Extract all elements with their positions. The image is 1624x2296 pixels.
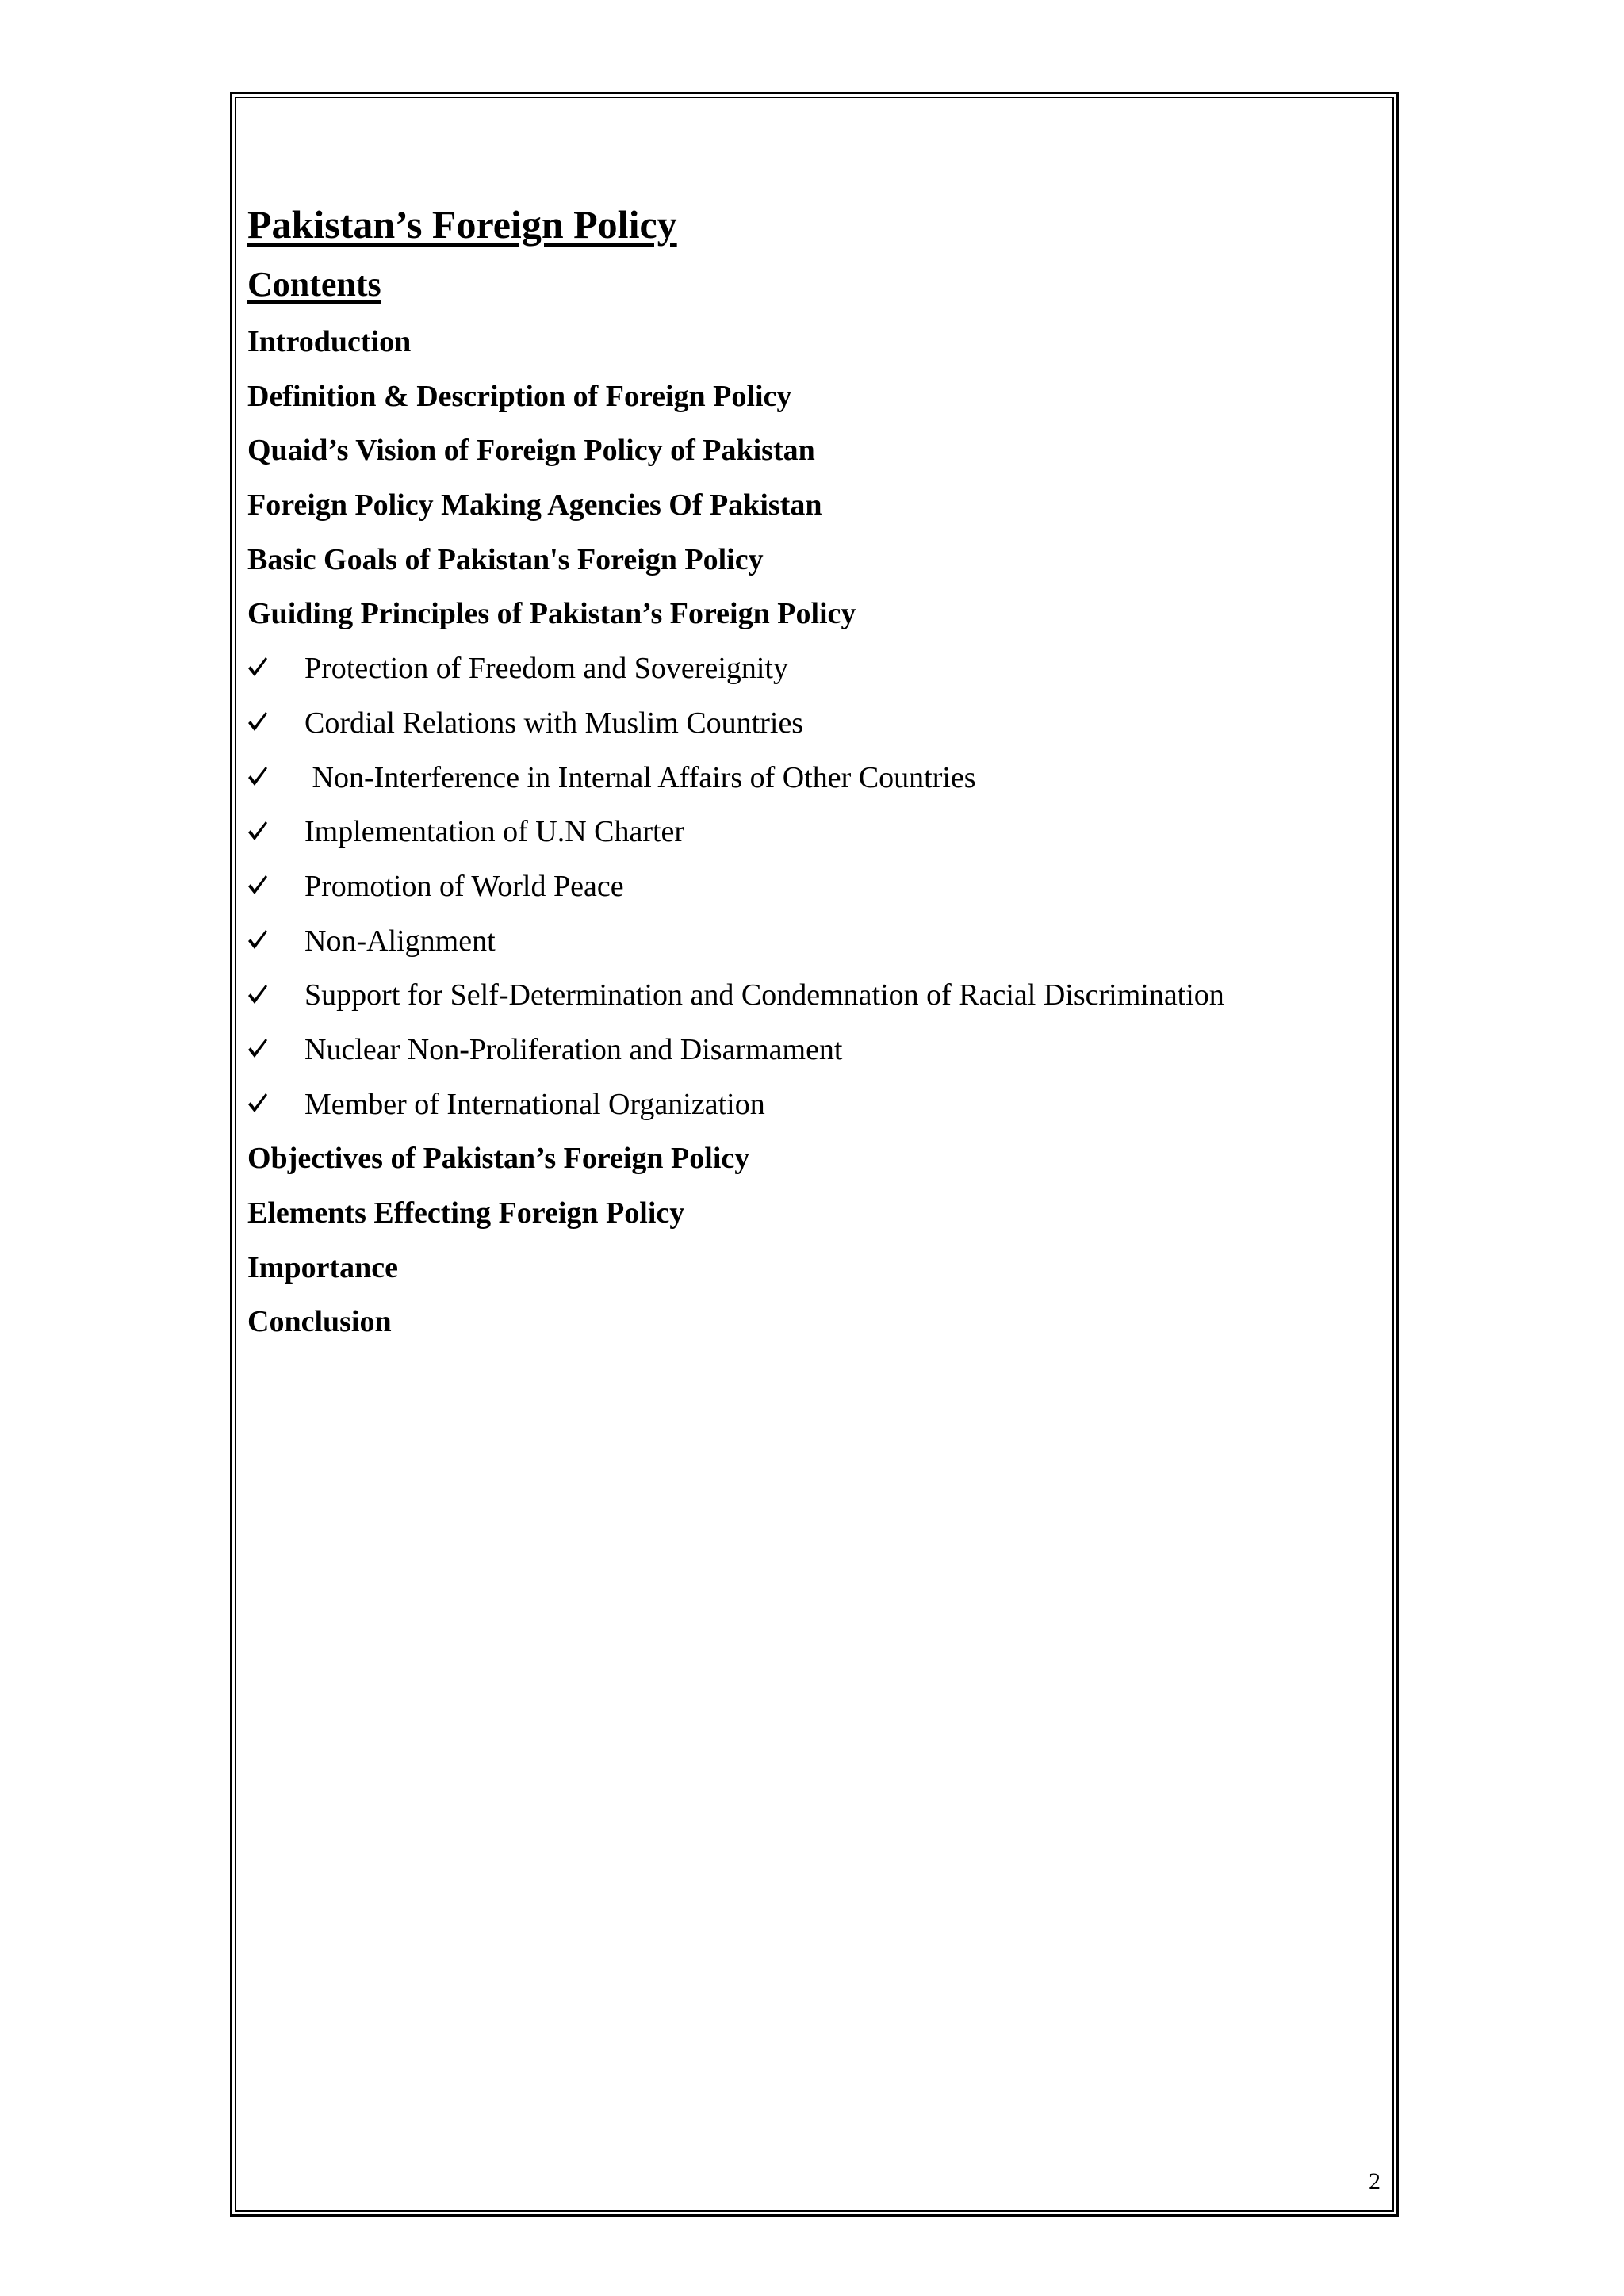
toc-subitem	[247, 914, 1381, 969]
toc-item	[247, 533, 1381, 587]
checkmark-icon	[247, 983, 268, 1005]
toc-subitem	[247, 751, 1381, 806]
toc-item-label: Guiding Principles of Pakistan’s Foreign Policy	[247, 597, 856, 631]
checkmark-icon	[247, 928, 268, 951]
checkmark-icon	[247, 820, 268, 842]
checkmark-icon	[247, 765, 268, 787]
toc-subitem	[247, 1077, 1381, 1132]
toc-item-label: Objectives of Pakistan’s Foreign Policy	[247, 1142, 750, 1176]
page-content	[247, 194, 1381, 1349]
toc-item-label: Support for Self-Determination and Condemnation of Racial Discrimination	[304, 978, 1224, 1012]
toc-item	[247, 315, 1381, 369]
toc-item-label: Non-Alignment	[304, 924, 496, 958]
toc-item-label: Quaid’s Vision of Foreign Policy of Pakistan	[247, 434, 815, 468]
toc-item-label: Promotion of World Peace	[304, 869, 624, 903]
toc-item-label: Introduction	[247, 325, 412, 358]
toc-item-label: Member of International Organization	[304, 1087, 765, 1121]
toc-item	[247, 423, 1381, 478]
toc-subitem	[247, 859, 1381, 914]
toc-item	[247, 1131, 1381, 1186]
document-title: Pakistan’s Foreign Policy	[247, 202, 677, 247]
toc-subitem	[247, 641, 1381, 696]
toc-item-label: Protection of Freedom and Sovereignity	[304, 652, 788, 686]
toc-item-label: Implementation of U.N Charter	[304, 815, 685, 849]
toc-item-label: Cordial Relations with Muslim Countries	[304, 706, 804, 740]
toc-item	[247, 369, 1381, 424]
toc-item-label: Foreign Policy Making Agencies Of Pakistan	[247, 488, 822, 522]
toc-subitem	[247, 968, 1381, 1023]
toc-item	[247, 587, 1381, 641]
toc-item-label: Nuclear Non-Proliferation and Disarmament	[304, 1032, 843, 1066]
toc-item-label: Definition & Description of Foreign Policy	[247, 379, 792, 413]
checkmark-icon	[247, 1092, 268, 1114]
toc-item	[247, 1186, 1381, 1241]
toc-item	[247, 1241, 1381, 1295]
checkmark-icon	[247, 656, 268, 678]
toc-subitem	[247, 696, 1381, 751]
toc-subitem	[247, 805, 1381, 859]
checkmark-icon	[247, 1037, 268, 1059]
toc-item-label: Non-Interference in Internal Affairs of Other Countries	[304, 760, 976, 794]
toc-item	[247, 478, 1381, 533]
checkmark-icon	[247, 710, 268, 733]
contents-heading: Contents	[247, 265, 381, 304]
table-of-contents	[247, 315, 1381, 1349]
toc-subitem	[247, 1023, 1381, 1077]
toc-item-label: Conclusion	[247, 1305, 392, 1339]
toc-item-label: Elements Effecting Foreign Policy	[247, 1196, 685, 1230]
toc-item-label: Basic Goals of Pakistan's Foreign Policy	[247, 542, 764, 576]
page-number: 2	[1369, 2168, 1381, 2195]
checkmark-icon	[247, 874, 268, 896]
toc-item	[247, 1295, 1381, 1349]
toc-item-label: Importance	[247, 1250, 398, 1284]
